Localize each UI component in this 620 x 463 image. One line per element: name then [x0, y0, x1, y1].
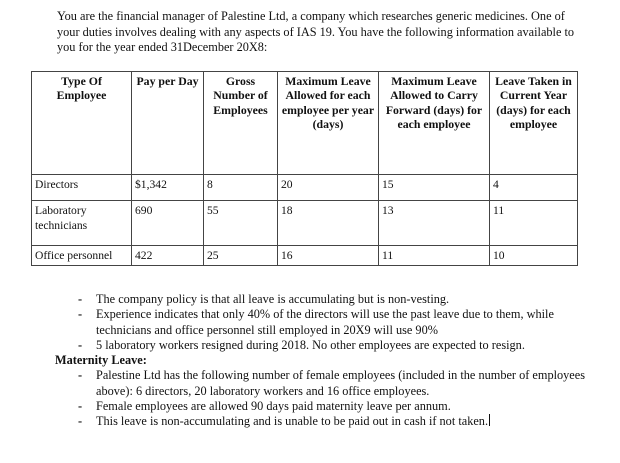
- notes-section: [55, 292, 595, 430]
- table-cell: 20: [278, 175, 379, 201]
- bullet-dash: -: [78, 414, 83, 429]
- table-cell: 18: [278, 201, 379, 246]
- list-item: [55, 399, 595, 414]
- table-cell: Laboratory technicians: [32, 201, 132, 246]
- table-row: [32, 201, 578, 246]
- header-gross-number: Gross Number of Employees: [204, 72, 278, 175]
- list-item-text: 5 laboratory workers resigned during 2018. No other employees are expected to resign.: [96, 337, 525, 352]
- table-header-row: [32, 72, 578, 175]
- table-cell: 11: [490, 201, 578, 246]
- bullet-dash: -: [78, 292, 83, 306]
- bullet-dash: -: [78, 399, 83, 414]
- table-cell: 25: [204, 246, 278, 266]
- list-item: [55, 414, 595, 429]
- table-cell: 422: [132, 246, 204, 266]
- header-pay-per-day: Pay per Day: [132, 72, 204, 175]
- table-cell: 4: [490, 175, 578, 201]
- header-max-leave: Maximum Leave Allowed for each employee per year (days): [278, 72, 379, 175]
- intro-paragraph: You are the financial manager of Palestine Ltd, a company which researches generic medicines. One of your duties involves dealing with any aspects of IAS 19. You have the following information available to you for the year ended 31December 20X8:: [57, 9, 575, 54]
- table-cell: 11: [379, 246, 490, 266]
- table-cell: Directors: [32, 175, 132, 201]
- employee-leave-table: [31, 71, 578, 266]
- table-cell: 13: [379, 201, 490, 246]
- table-cell: 690: [132, 201, 204, 246]
- list-item-text: Palestine Ltd has the following number of female employees (included in the number of employees above): 6 directors, 20 laboratory workers and 16 office employees.: [96, 368, 586, 398]
- table-cell: Office personnel: [32, 246, 132, 266]
- maternity-heading: Maternity Leave:: [55, 353, 147, 368]
- table-cell: 15: [379, 175, 490, 201]
- list-item-text: This leave is non-accumulating and is unable to be paid out in cash if not taken.: [96, 414, 489, 429]
- bullet-dash: -: [78, 307, 83, 322]
- table-cell: 8: [204, 175, 278, 201]
- header-leave-taken: Leave Taken in Current Year (days) for each employee: [490, 72, 578, 175]
- list-item: [55, 307, 595, 338]
- table-row: [32, 175, 578, 201]
- header-carry-forward: Maximum Leave Allowed to Carry Forward (days) for each employee: [379, 72, 490, 175]
- list-item: [55, 338, 595, 353]
- list-item: [55, 368, 595, 399]
- list-item: [55, 292, 595, 307]
- list-item-text: Experience indicates that only 40% of the directors will use the past leave due to them, while technicians and office personnel still employed in 20X9 will use 90%: [96, 307, 554, 337]
- list-item-text: Female employees are allowed 90 days paid maternity leave per annum.: [96, 399, 451, 414]
- table-cell: $1,342: [132, 175, 204, 201]
- bullet-dash: -: [78, 337, 83, 352]
- table-row: [32, 246, 578, 266]
- table-cell: 10: [490, 246, 578, 266]
- table-cell: 16: [278, 246, 379, 266]
- list-item-text: The company policy is that all leave is accumulating but is non-vesting.: [96, 292, 450, 306]
- text-cursor: [489, 414, 490, 426]
- bullet-dash: -: [78, 368, 83, 383]
- header-type-of-employee: Type Of Employee: [32, 72, 132, 175]
- table-cell: 55: [204, 201, 278, 246]
